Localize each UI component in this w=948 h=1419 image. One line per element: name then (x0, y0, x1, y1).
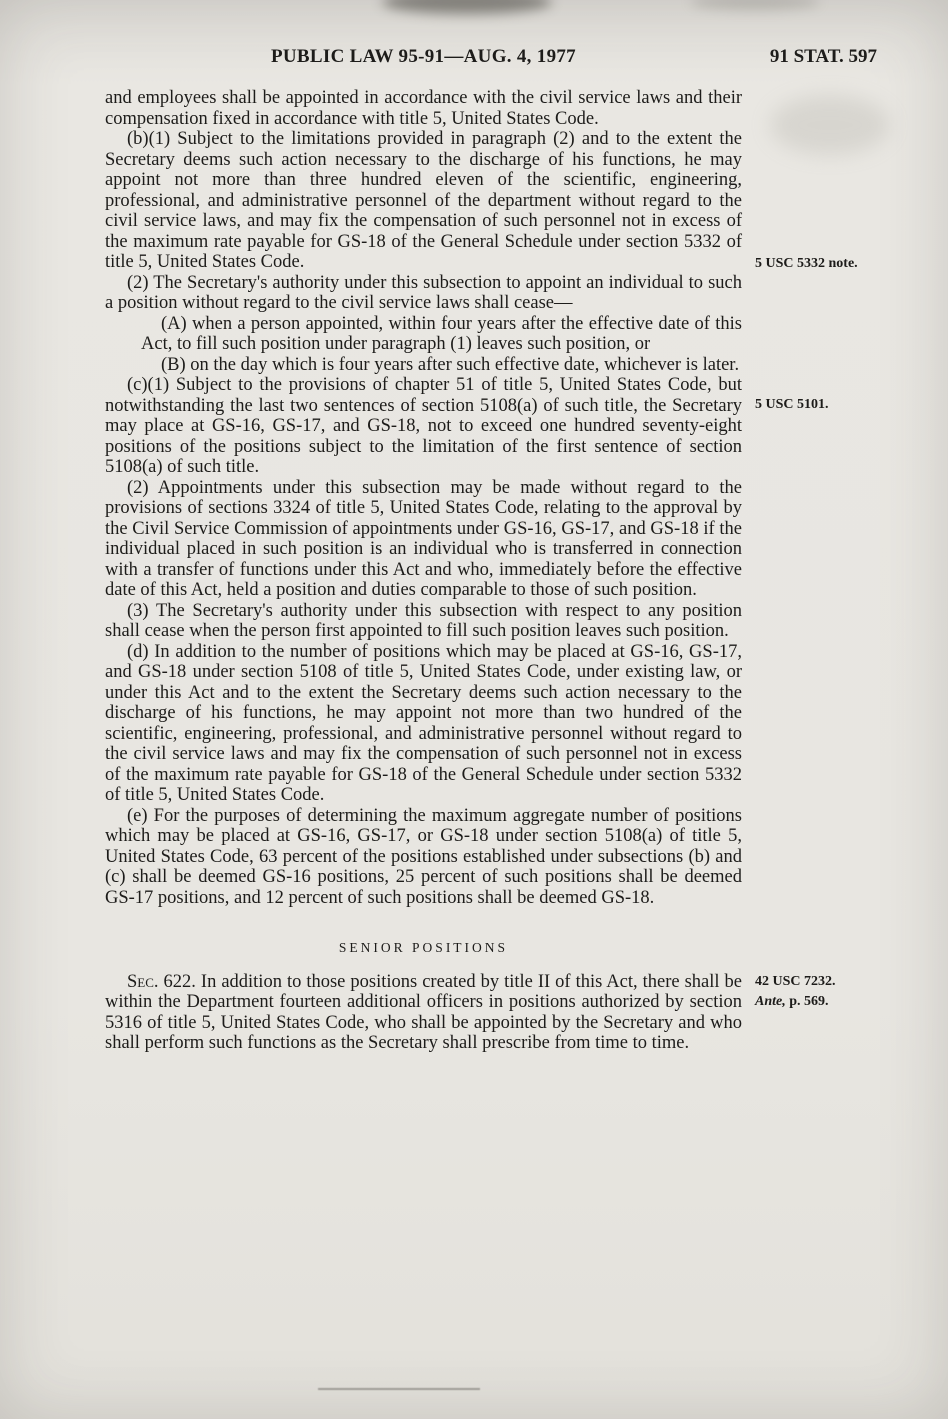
running-header-title: PUBLIC LAW 95-91—AUG. 4, 1977 (271, 46, 576, 67)
paragraph-continuation: and employees shall be appointed in accordance with the civil service laws and their compensation fixed in accordance with title 5, United States Code. (105, 88, 742, 129)
scan-artifact-bottom-line (318, 1388, 480, 1390)
paragraph-e: (e) For the purposes of determining the maximum aggregate number of positions which may be placed at GS-16, GS-17, or GS-18 under section 5108(a) of title 5, United States Code, 63 percent of the positions established under subsections (b) and (c) shall be deemed GS-16 positions, 25 percent of such positions shall be deemed GS-17 positions, and 12 percent of such positions shall be deemed GS-18. (105, 805, 742, 908)
paragraph-text: (c)(1) Subject to the provisions of chapter 51 of title 5, United States Code, but notwithstanding the last two sentences of section 5108(a) of such title, the Secretary may place at GS-16, GS-17, and GS-18, not to exceed one hundred seventy-eight positions of the positions subject to the limitation of the first sentence of section 5108(a) of such title. (105, 375, 742, 477)
margin-note-5usc5332: 5 USC 5332 note. (755, 255, 858, 271)
margin-note-ante (755, 993, 905, 1010)
margin-note-5usc5101: 5 USC 5101. (755, 397, 829, 412)
body-text-column (105, 88, 858, 1054)
running-header-page-number: 91 STAT. 597 (769, 46, 877, 67)
paragraph-sec-622 (105, 971, 836, 1054)
running-header (105, 46, 877, 72)
scan-artifact-top (382, 0, 552, 14)
paragraph-b1 (105, 129, 858, 273)
paragraph-c1 (105, 375, 829, 478)
paragraph-c2: (2) Appointments under this subsection may be made without regard to the provisions of sections 3324 of title 5, United States Code, relating to the approval by the Civil Service Commission of appointments under GS-16, GS-17, and GS-18 if the individual placed in such position is an individual who is transferred in connection with a transfer of functions under this Act and who, immediately before the effective date of this Act, held a position and duties comparable to those of such position. (105, 477, 742, 600)
subparagraph-b: (B) on the day which is four years after such effective date, whichever is later. (161, 354, 740, 375)
margin-note-ante-rest: p. 569. (789, 993, 829, 1009)
margin-note-ante-italic: Ante, (755, 993, 786, 1009)
paragraph-c3: (3) The Secretary's authority under this subsection with respect to any position shall cease when the person first appointed to fill such position leaves such position. (105, 600, 742, 641)
section-number-label: Sec. 622. (127, 971, 196, 992)
subparagraph-a: (A) when a person appointed, within four years after the effective date of this Act, to fill such position under paragraph (1) leaves such position, or (141, 313, 742, 354)
paragraph-text: (b)(1) Subject to the limitations provided in paragraph (2) and to the extent the Secretary deems such action necessary to the discharge of his functions, he may appoint not more than three hundred eleven of the scientific, engineering, professional, and administrative personnel of the department without regard to the civil service laws, and may fix the compensation of such personnel not in excess of the maximum rate payable for GS-18 of the General Schedule under section 5332 of title 5, United States Code. (105, 129, 742, 272)
paragraph-text: In addition to those positions created by title II of this Act, there shall be within the Department fourteen additional officers in positions authorized by section 5316 of title 5, United States Code, who shall be appointed by the Secretary and who shall perform such functions as the Secretary shall prescribe from time to time. (105, 971, 742, 1053)
margin-note-42usc7232: 42 USC 7232. (755, 973, 836, 989)
paragraph-b2: (2) The Secretary's authority under this subsection to appoint an individual to such a position without regard to the civil service laws shall cease— (105, 272, 742, 313)
scan-artifact-top-right (690, 0, 820, 10)
paragraph-d: (d) In addition to the number of positions which may be placed at GS-16, GS-17, and GS-18 under section 5108 of title 5, United States Code, under existing law, or under this Act and to the extent the Secretary deems such action necessary to the discharge of his functions, he may appoint not more than two hundred of the scientific, engineering, professional, and administrative personnel without regard to the civil service laws and may fix the compensation of such personnel not in excess of the maximum rate payable for GS-18 of the General Schedule under section 5332 of title 5, United States Code. (105, 641, 742, 805)
section-heading: SENIOR POSITIONS (338, 940, 509, 955)
scan-artifact-margin (770, 95, 890, 155)
